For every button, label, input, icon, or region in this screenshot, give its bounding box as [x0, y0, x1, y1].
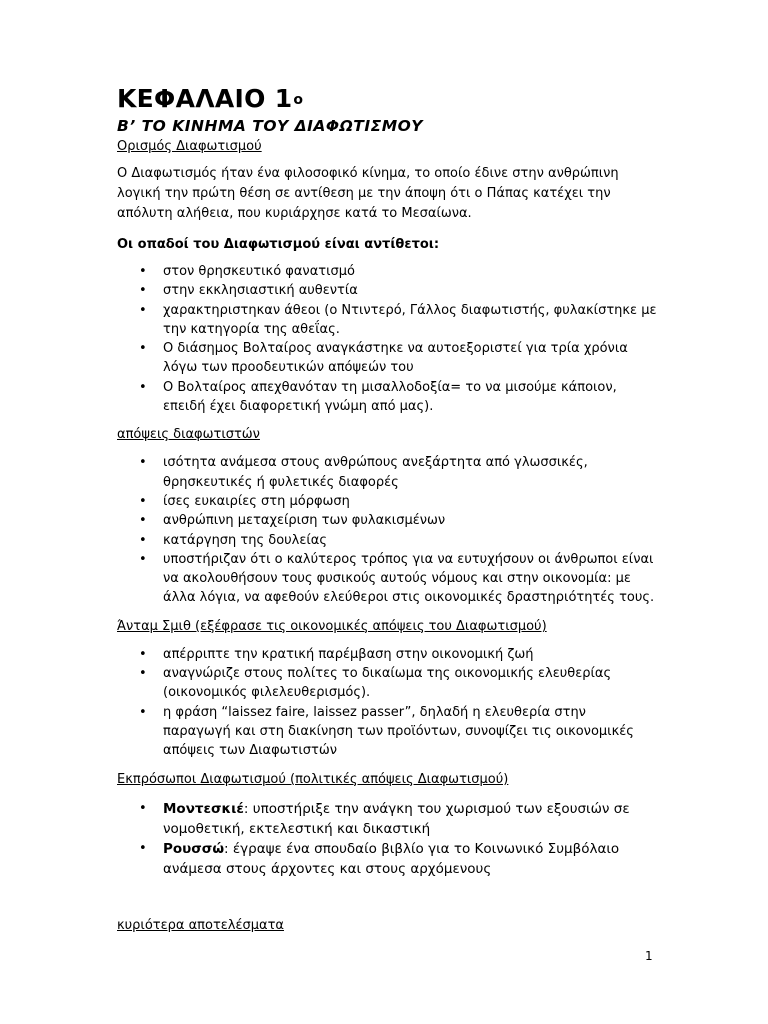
list-item-text: Ο Βολταίρος απεχθανόταν τη μισαλλοδοξία= το να μισούμε κάποιον, επειδή έχει διαφορετική γνώμη από μας).: [163, 379, 617, 415]
list-item-text: κατάργηση της δουλείας: [163, 532, 327, 548]
chapter-title-text: ΚΕΦΑΛΑΙΟ 1: [117, 84, 293, 113]
list-item: [117, 262, 657, 281]
views-heading: απόψεις διαφωτιστών: [117, 427, 260, 443]
definition-heading: Ορισμός Διαφωτισμού: [117, 139, 262, 154]
list-item-text: ανθρώπινη μεταχείριση των φυλακισμένων: [163, 513, 446, 529]
chapter-title-superscript: ο: [293, 92, 304, 108]
smith-list: [117, 645, 657, 761]
bullet-icon: •: [139, 493, 147, 509]
list-item-text: απέρριπτε την κρατική παρέμβαση στην οικονομική ζωή: [163, 646, 534, 662]
bullet-icon: •: [139, 264, 147, 279]
bullet-icon: •: [139, 800, 147, 816]
list-item: [117, 839, 657, 879]
list-item-text: η φράση “laissez faire, laissez passer”, δηλαδή η ελευθερία στην παραγωγή και στη διακίνηση των προϊόντων, συνοψίζει τις οικονομικές απόψεις των Διαφωτιστών: [163, 704, 634, 759]
list-item-text: αναγνώριζε στους πολίτες το δικαίωμα της οικονομικής ελευθερίας (οικονομικός φιλελευθερισμός).: [163, 666, 612, 701]
list-item: [117, 703, 657, 761]
bullet-icon: •: [139, 455, 147, 471]
bullet-icon: •: [139, 646, 147, 662]
bullet-icon: •: [139, 302, 147, 318]
chapter-subtitle: Β’ ΤΟ ΚΙΝΗΜΑ ΤΟΥ ΔΙΑΦΩΤΙΣΜΟΥ: [117, 117, 424, 135]
list-item-text: ισότητα ανάμεσα στους ανθρώπους ανεξάρτητα από γλωσσικές, θρησκευτικές ή φυλετικές διαφορές: [163, 455, 588, 490]
bullet-icon: •: [139, 283, 147, 299]
list-item: [117, 339, 657, 378]
list-item-text: στην εκκλησιαστική αυθεντία: [163, 283, 358, 299]
bullet-icon: •: [139, 666, 147, 682]
bullet-icon: •: [139, 379, 147, 395]
list-item-text: ίσες ευκαιρίες στη μόρφωση: [163, 493, 350, 509]
list-item: [117, 664, 657, 703]
list-item-text: χαρακτηριστηκαν άθεοι (ο Ντιντερό, Γάλλος διαφωτιστής, φυλακίστηκε με την κατηγορία της αθεΐας.: [163, 302, 657, 337]
list-item: [117, 550, 657, 608]
bullet-icon: •: [139, 704, 147, 720]
page-number: 1: [645, 949, 653, 963]
list-item: [117, 799, 657, 839]
list-item-text: : έγραψε ένα σπουδαίο βιβλίο για το Κοινωνικό Συμβόλαιο ανάμεσα στους άρχοντες και στους αρχόμενους: [163, 840, 620, 877]
list-item: [117, 378, 657, 417]
bullet-icon: •: [139, 532, 147, 548]
term-rousseau: Ρουσσώ: [163, 840, 225, 857]
bullet-icon: •: [139, 513, 147, 529]
list-item: [117, 511, 657, 530]
list-item: [117, 492, 657, 511]
bullet-icon: •: [139, 840, 147, 856]
views-list: [117, 453, 657, 607]
bullet-icon: •: [139, 341, 147, 357]
list-item: [117, 453, 657, 492]
list-item-text: Ο διάσημος Βολταίρος αναγκάστηκε να αυτοεξοριστεί για τρία χρόνια λόγω των προοδευτικών απόψεών του: [163, 341, 628, 376]
opposed-heading: Οι οπαδοί του Διαφωτισμού είναι αντίθετοι:: [117, 237, 440, 252]
results-heading: κυριότερα αποτελέσματα: [117, 917, 284, 933]
document-page: [117, 84, 657, 935]
definition-paragraph: Ο Διαφωτισμός ήταν ένα φιλοσοφικό κίνημα, το οποίο έδινε στην ανθρώπινη λογική την πρώτη θέση σε αντίθεση με την άποψη ότι ο Πάπας κατέχει την απόλυτη αλήθεια, που κυριάρχησε κατά το Μεσαίωνα.: [117, 166, 619, 221]
list-item: [117, 531, 657, 550]
representatives-heading: Εκπρόσωποι Διαφωτισμού (πολιτικές απόψεις Διαφωτισμού): [117, 771, 509, 787]
list-item: [117, 281, 657, 300]
list-item-text: στον θρησκευτικό φανατισμό: [163, 264, 355, 279]
chapter-title: [117, 84, 657, 114]
list-item-text: υποστήριζαν ότι ο καλύτερος τρόπος για να ευτυχήσουν οι άνθρωποι είναι να ακολουθήσουν τους φυσικούς αυτούς νόμους και στην οικονομία: με άλλα λόγια, να αφεθούν ελεύθεροι στις οικονομικές δραστηριότητές τους.: [163, 551, 655, 606]
term-montesquieu: Μοντεσκιέ: [163, 800, 244, 817]
list-item: [117, 645, 657, 664]
list-item: [117, 301, 657, 340]
list-item-text: : υποστήριξε την ανάγκη του χωρισμού των εξουσιών σε νομοθετική, εκτελεστική και δικαστική: [163, 800, 630, 837]
opposed-list: [117, 262, 657, 416]
bullet-icon: •: [139, 551, 147, 567]
smith-heading: Άνταμ Σμιθ (εξέφρασε τις οικονομικές απόψεις του Διαφωτισμού): [117, 618, 547, 634]
representatives-list: [117, 799, 657, 879]
